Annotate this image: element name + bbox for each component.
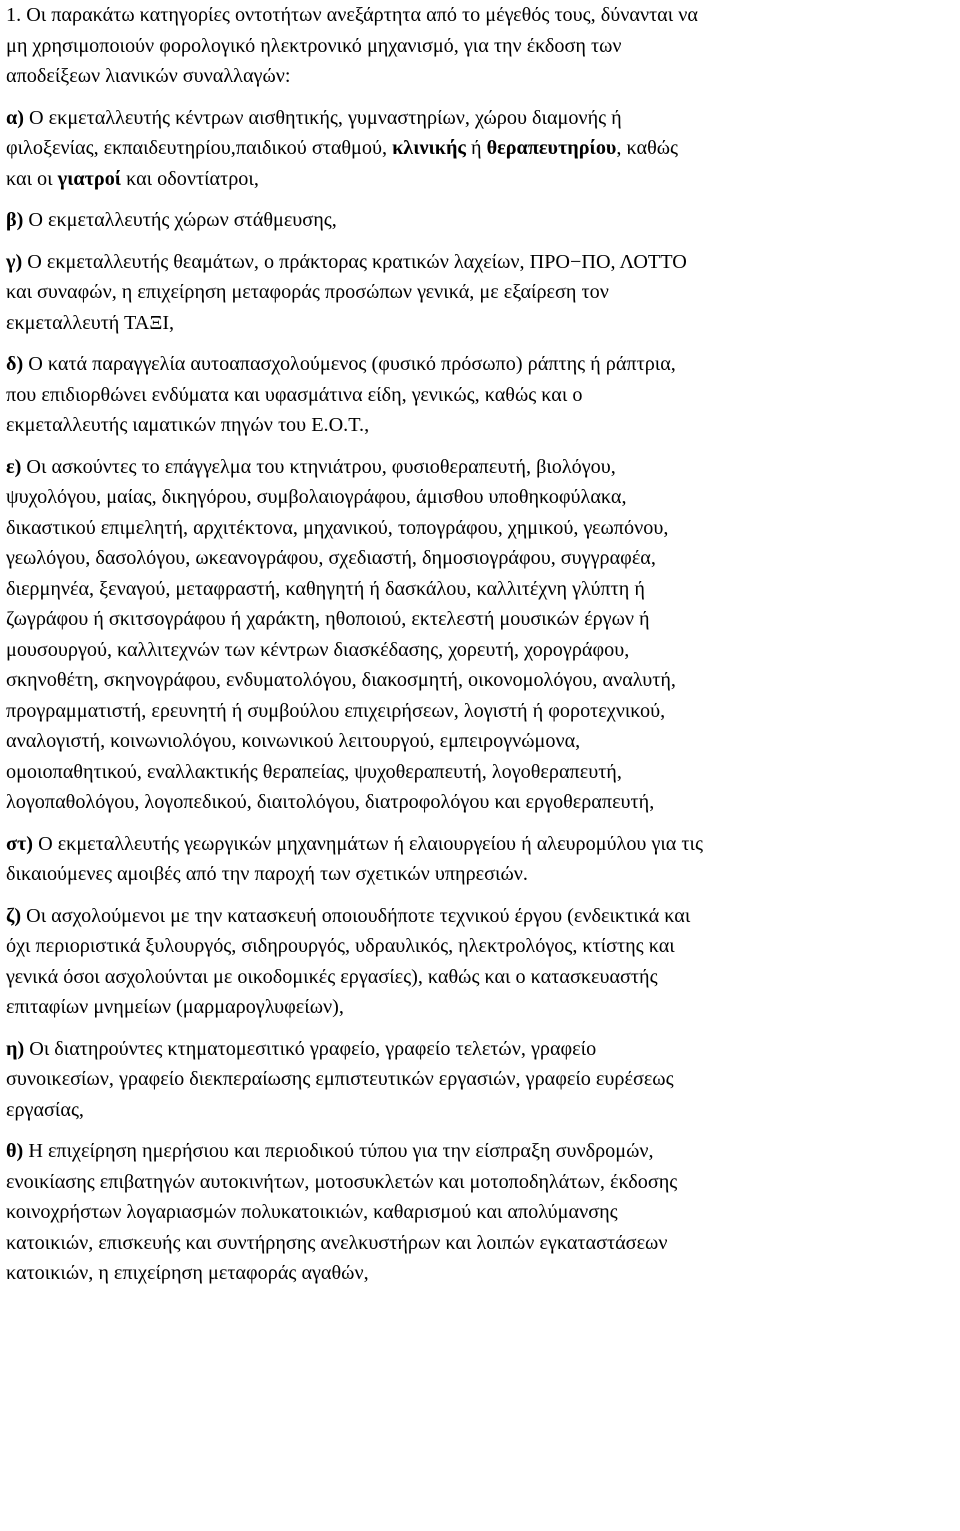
text-line (6, 164, 956, 195)
text-run: Η επιχείρηση ημερήσιου και περιοδικού τύπου για την είσπραξη συνδρομών, (23, 1140, 654, 1162)
text-line (6, 1197, 956, 1228)
text-run: προγραμματιστή, ερευνητή ή συμβούλου επιχειρήσεων, λογιστή ή φοροτεχνικού, (6, 699, 666, 722)
text-line (6, 349, 956, 380)
text-line (6, 859, 956, 890)
paragraph-gap (6, 236, 956, 247)
text-run: 1. Οι παρακάτω κατηγορίες οντοτήτων ανεξάρτητα από το μέγεθός τους, δύνανται να (6, 4, 698, 26)
paragraph-alpha (6, 103, 956, 195)
text-line (6, 513, 956, 544)
text-line (6, 757, 956, 788)
text-run: μουσουργού, καλλιτεχνών των κέντρων διασκέδασης, χορευτή, χορογράφου, (6, 638, 630, 661)
text-line (6, 635, 956, 666)
text-line (6, 410, 956, 441)
text-line (6, 61, 956, 92)
text-run: μη χρησιμοποιούν φορολογικό ηλεκτρονικό μηχανισμό, για την έκδοση των (6, 34, 622, 57)
text-line (6, 1136, 956, 1167)
paragraph-eta (6, 1034, 956, 1126)
text-run: όχι περιοριστικά ξυλουργός, σιδηρουργός, υδραυλικός, ηλεκτρολόγος, κτίστης και (6, 935, 675, 957)
text-run: εργασίας, (6, 1098, 84, 1121)
text-line (6, 205, 956, 236)
text-line (6, 1228, 956, 1259)
text-line (6, 931, 956, 962)
paragraph-gap (6, 441, 956, 452)
text-run: ενοικίασης επιβατηγών αυτοκινήτων, μοτοσυκλετών και μοτοποδηλάτων, έκδοσης (6, 1170, 678, 1193)
paragraph-gap (6, 92, 956, 103)
text-run: κατοικιών, επισκευής και συντήρησης ανελκυστήρων και λοιπών εγκαταστάσεων (6, 1231, 668, 1254)
text-run: επιταφίων μνημείων (μαρμαρογλυφείων), (6, 996, 344, 1018)
text-run: και συναφών, η επιχείρηση μεταφοράς προσώπων γενικά, με εξαίρεση τον (6, 281, 609, 303)
text-line (6, 1095, 956, 1126)
paragraph-gap (6, 194, 956, 205)
paragraph-intro (6, 0, 956, 92)
paragraph-delta (6, 349, 956, 441)
bold-text-run: κλινικής (392, 137, 466, 159)
text-run: ή (465, 137, 487, 159)
bold-text-run: β) (6, 209, 24, 231)
text-line (6, 482, 956, 513)
text-line (6, 787, 956, 818)
paragraph-gap (6, 338, 956, 349)
text-line (6, 1258, 956, 1289)
text-run: Ο εκμεταλλευτής κέντρων αισθητικής, γυμναστηρίων, χώρου διαμονής ή (24, 106, 622, 129)
bold-text-run: γιατροί (57, 167, 122, 190)
text-run: Ο εκμεταλλευτής χώρων στάθμευσης, (23, 209, 337, 231)
bold-text-run: η) (6, 1037, 25, 1060)
text-run: Οι διατηρούντες κτηματομεσιτικό γραφείο, γραφείο τελετών, γραφείο (24, 1037, 597, 1060)
text-line (6, 1167, 956, 1198)
paragraph-gap (6, 1125, 956, 1136)
text-line (6, 696, 956, 727)
text-line (6, 0, 956, 31)
bold-text-run: στ) (6, 832, 34, 855)
bold-text-run: θεραπευτηρίου (486, 137, 617, 159)
text-line (6, 277, 956, 308)
text-run: ομοιοπαθητικού, εναλλακτικής θεραπείας, ψυχοθεραπευτή, λογοθεραπευτή, (6, 760, 622, 783)
paragraph-theta (6, 1136, 956, 1289)
text-run: φιλοξενίας, εκπαιδευτηρίου,παιδικού σταθμού, (6, 137, 393, 159)
text-line (6, 665, 956, 696)
text-run: δικαιούμενες αμοιβές από την παροχή των σχετικών υπηρεσιών. (6, 863, 528, 885)
text-line (6, 308, 956, 339)
paragraph-gap (6, 1023, 956, 1034)
text-line (6, 829, 956, 860)
text-line (6, 31, 956, 62)
text-run: και οδοντίατροι, (121, 167, 259, 190)
text-run: Ο κατά παραγγελία αυτοαπασχολούμενος (φυσικό πρόσωπο) ράπτης ή ράπτρια, (23, 353, 676, 375)
text-line (6, 962, 956, 993)
text-run: αποδείξεων λιανικών συναλλαγών: (6, 65, 291, 87)
bold-text-run: δ) (6, 353, 24, 375)
text-run: Ο εκμεταλλευτής θεαμάτων, ο πράκτορας κρατικών λαχείων, ΠΡΟ−ΠΟ, ΛΟΤΤΟ (22, 250, 687, 273)
text-run: Ο εκμεταλλευτής γεωργικών μηχανημάτων ή ελαιουργείου ή αλευρομύλου για τις (33, 832, 703, 855)
paragraph-zeta (6, 901, 956, 1023)
text-run: αναλογιστή, κοινωνιολόγου, κοινωνικού λειτουργού, εμπειρογνώμονα, (6, 730, 581, 752)
text-line (6, 726, 956, 757)
text-line (6, 543, 956, 574)
document-body (6, 0, 956, 1289)
text-line (6, 604, 956, 635)
text-line (6, 1064, 956, 1095)
text-line (6, 901, 956, 932)
text-line (6, 1034, 956, 1065)
text-run: γενικά όσοι ασχολούνται με οικοδομικές εργασίες), καθώς και ο κατασκευαστής (6, 965, 658, 988)
text-run: σκηνοθέτη, σκηνογράφου, ενδυματολόγου, διακοσμητή, οικονομολόγου, αναλυτή, (6, 669, 676, 691)
bold-text-run: α) (6, 106, 24, 129)
text-run: εκμεταλλευτής ιαματικών πηγών του Ε.Ο.Τ., (6, 414, 370, 436)
paragraph-gamma (6, 247, 956, 339)
text-run: κατοικιών, η επιχείρηση μεταφοράς αγαθών, (6, 1262, 369, 1284)
text-run: , καθώς (616, 137, 679, 159)
paragraph-st (6, 829, 956, 890)
text-run: Οι ασκούντες το επάγγελμα του κτηνιάτρου, φυσιοθεραπευτή, βιολόγου, (21, 455, 616, 478)
paragraph-beta (6, 205, 956, 236)
text-run: που επιδιορθώνει ενδύματα και υφασμάτινα είδη, γενικώς, καθώς και ο (6, 383, 583, 406)
text-line (6, 992, 956, 1023)
text-run: δικαστικού επιμελητή, αρχιτέκτονα, μηχανικού, τοπογράφου, χημικού, γεωπόνου, (6, 516, 669, 539)
paragraph-gap (6, 818, 956, 829)
text-line (6, 103, 956, 134)
text-run: ζωγράφου ή σκιτσογράφου ή χαράκτη, ηθοποιού, εκτελεστή μουσικών έργων ή (6, 608, 650, 630)
text-run: και οι (6, 167, 58, 190)
text-run: εκμεταλλευτή ΤΑΞΙ, (6, 311, 175, 334)
bold-text-run: θ) (6, 1140, 24, 1162)
text-line (6, 452, 956, 483)
text-line (6, 380, 956, 411)
bold-text-run: γ) (6, 250, 23, 273)
text-run: συνοικεσίων, γραφείο διεκπεραίωσης εμπιστευτικών εργασιών, γραφείο ευρέσεως (6, 1068, 674, 1090)
text-run: Οι ασχολούμενοι με την κατασκευή οποιουδήποτε τεχνικού έργου (ενδεικτικά και (21, 904, 691, 927)
bold-text-run: ζ) (6, 904, 22, 927)
text-run: διερμηνέα, ξεναγού, μεταφραστή, καθηγητή ή δασκάλου, καλλιτέχνη γλύπτη ή (6, 577, 645, 600)
text-run: ψυχολόγου, μαίας, δικηγόρου, συμβολαιογράφου, άμισθου υποθηκοφύλακα, (6, 486, 627, 508)
text-run: λογοπαθολόγου, λογοπεδικού, διαιτολόγου, διατροφολόγου και εργοθεραπευτή, (6, 791, 655, 813)
text-line (6, 574, 956, 605)
paragraph-epsilon (6, 452, 956, 818)
text-line (6, 247, 956, 278)
text-line (6, 133, 956, 164)
paragraph-gap (6, 890, 956, 901)
bold-text-run: ε) (6, 455, 22, 478)
text-run: κοινοχρήστων λογαριασμών πολυκατοικιών, καθαρισμού και απολύμανσης (6, 1201, 618, 1223)
text-run: γεωλόγου, δασολόγου, ωκεανογράφου, σχεδιαστή, δημοσιογράφου, συγγραφέα, (6, 547, 656, 569)
